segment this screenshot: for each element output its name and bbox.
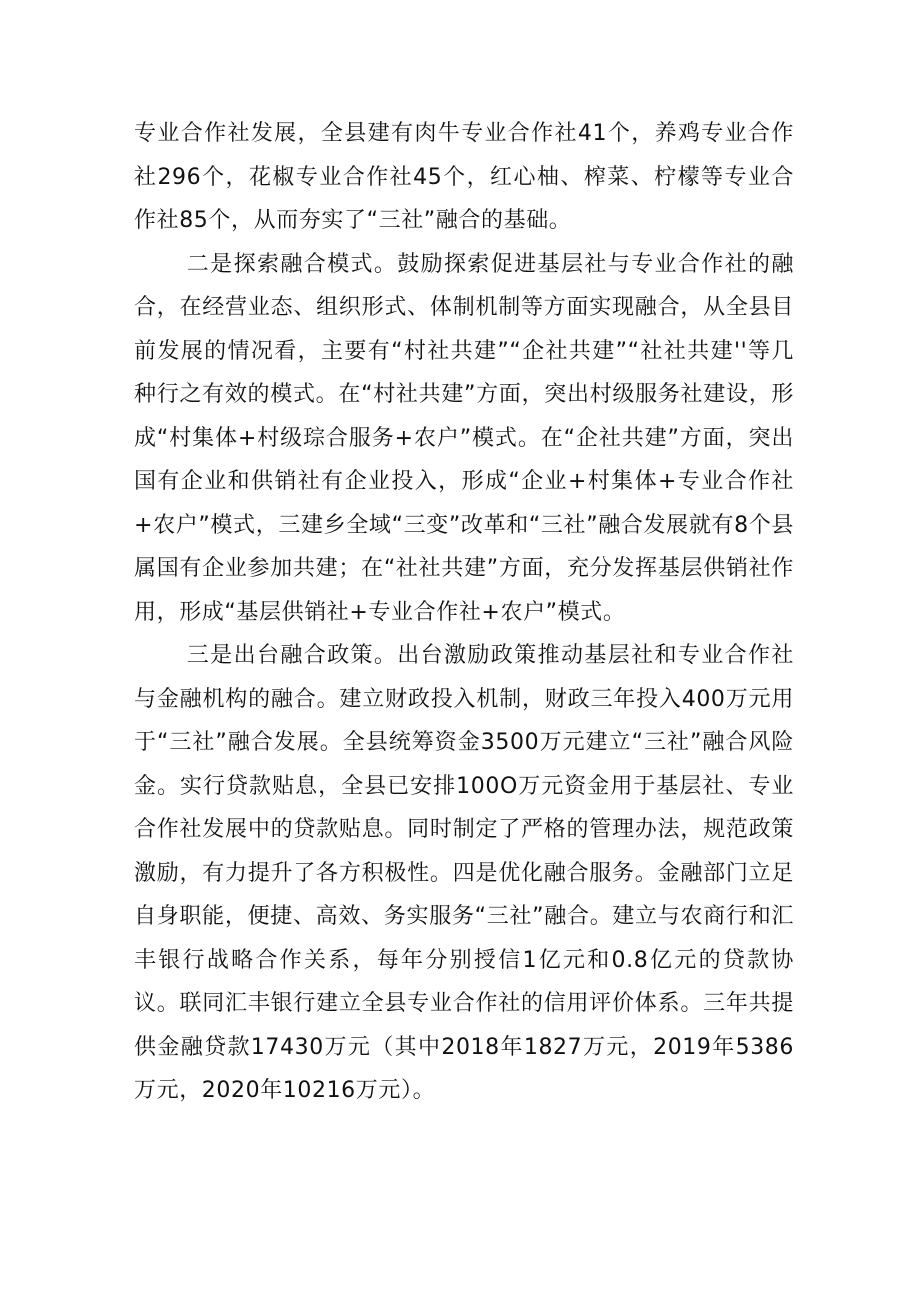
paragraph-cooperative-count: 专业合作社发展，全县建有肉牛专业合作社41个，养鸡专业合作社296个，花椒专业合作社45个，红心柚、榨菜、柠檬等专业合作社85个，从而夯实了“三社”融合的基础。: [134, 121, 794, 233]
paragraph-integration-policy: 三是出台融合政策。出台激励政策推动基层社和专业合作社与金融机构的融合。建立财政投入机制，财政三年投入400万元用于“三社”融合发展。全县统筹资金3500万元建立“三社”融合风险金。实行贷款贴息，全县已安排100O万元资金用于基层社、专业合作社发展中的贷款贴息。同时制定了严格的管理办法，规范政策激励，有力提升了各方积极性。四是优化融合服务。金融部门立足自身职能，便捷、高效、务实服务“三社”融合。建立与农商行和汇丰银行战略合作关系，每年分别授信1亿元和0.8亿元的贷款协议。联同汇丰银行建立全县专业合作社的信用评价体系。三年共提供金融贷款17430万元（其中2018年1827万元，2019年5386万元，2020年10216万元）。: [134, 643, 794, 1103]
document-body: [134, 112, 794, 1113]
paragraph-integration-model: 二是探索融合模式。鼓励探索促进基层社与专业合作社的融合，在经营业态、组织形式、体制机制等方面实现融合，从全县目前发展的情况看，主要有“村社共建”“企社共建”“社社共建''等几种行之有效的模式。在“村社共建”方面，突出村级服务社建设，形成“村集体+村级琮合服务+农户”模式。在“企社共建”方面，突出国有企业和供销社有企业投入，形成“企业+村集体+专业合作社+农户”模式，三建乡全域“三变”改革和“三社”融合发展就有8个县属国有企业参加共建；在“社社共建”方面，充分发挥基层供销社作用，形成“基层供销社+专业合作社+农户”模式。: [134, 251, 794, 625]
